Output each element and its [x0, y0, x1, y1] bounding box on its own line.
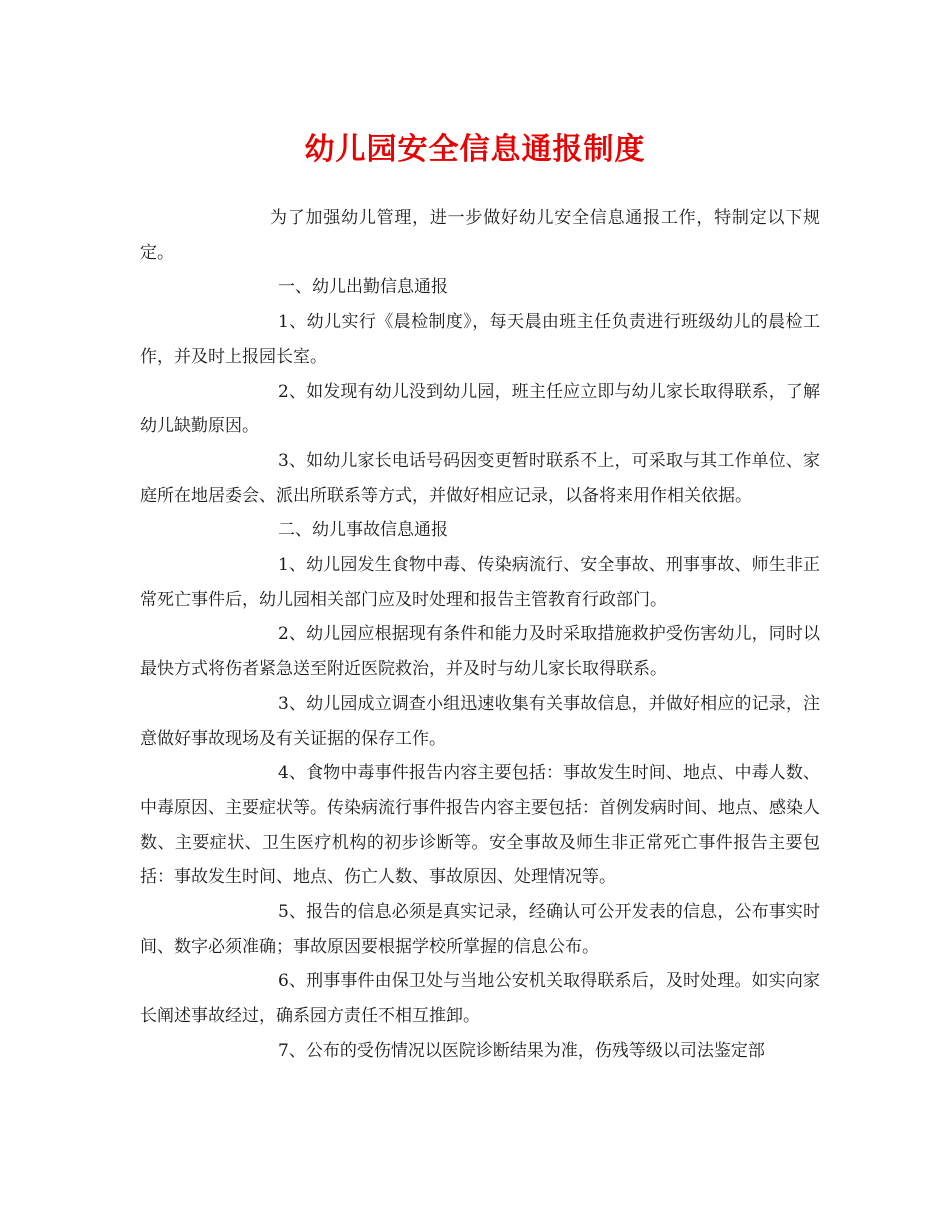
list-item: 1、幼儿实行《晨检制度》，每天晨由班主任负责进行班级幼儿的晨检工作，并及时上报园长室。 — [140, 312, 820, 367]
list-item: 6、刑事事件由保卫处与当地公安机关取得联系后，及时处理。如实向家长阐述事故经过，确系园方责任不相互推卸。 — [140, 971, 820, 1027]
page-title: 幼儿园安全信息通报制度 — [304, 132, 646, 167]
list-item: 2、如发现有幼儿没到幼儿园，班主任应立即与幼儿家长取得联系，了解幼儿缺勤原因。 — [140, 381, 820, 437]
list-item: 3、如幼儿家长电话号码因变更暂时联系不上，可采取与其工作单位、家庭所在地居委会、派出所联系等方式，并做好相应记录，以备将来用作相关依据。 — [140, 450, 820, 506]
section-heading-attendance: 一、幼儿出勤信息通报 — [278, 277, 448, 298]
list-item: 2、幼儿园应根据现有条件和能力及时采取措施救护受伤害幼儿，同时以最快方式将伤者紧急送至附近医院救治，并及时与幼儿家长取得联系。 — [140, 624, 820, 680]
list-item: 5、报告的信息必须是真实记录，经确认可公开发表的信息，公布事实时间、数字必须准确；事故原因要根据学校所掌握的信息公布。 — [140, 902, 820, 957]
intro-paragraph: 为了加强幼儿管理，进一步做好幼儿安全信息通报工作，特制定以下规定。 — [140, 208, 820, 263]
list-item: 1、幼儿园发生食物中毒、传染病流行、安全事故、刑事事故、师生非正常死亡事件后，幼儿园相关部门应及时处理和报告主管教育行政部门。 — [140, 555, 820, 610]
section-heading-accident: 二、幼儿事故信息通报 — [278, 520, 448, 541]
list-item: 3、幼儿园成立调查小组迅速收集有关事故信息，并做好相应的记录，注意做好事故现场及有关证据的保存工作。 — [140, 693, 820, 749]
list-item: 7、公布的受伤情况以医院诊断结果为准，伤残等级以司法鉴定部 — [278, 1040, 765, 1061]
list-item: 4、食物中毒事件报告内容主要包括：事故发生时间、地点、中毒人数、中毒原因、主要症状等。传染病流行事件报告内容主要包括：首例发病时间、地点、感染人数、主要症状、卫生医疗机构的初步诊断等。安全事故及师生非正常死亡事件报告主要包括：事故发生时间、地点、伤亡人数、事故原因、处理情况等。 — [140, 763, 820, 888]
document-body — [140, 201, 820, 1069]
